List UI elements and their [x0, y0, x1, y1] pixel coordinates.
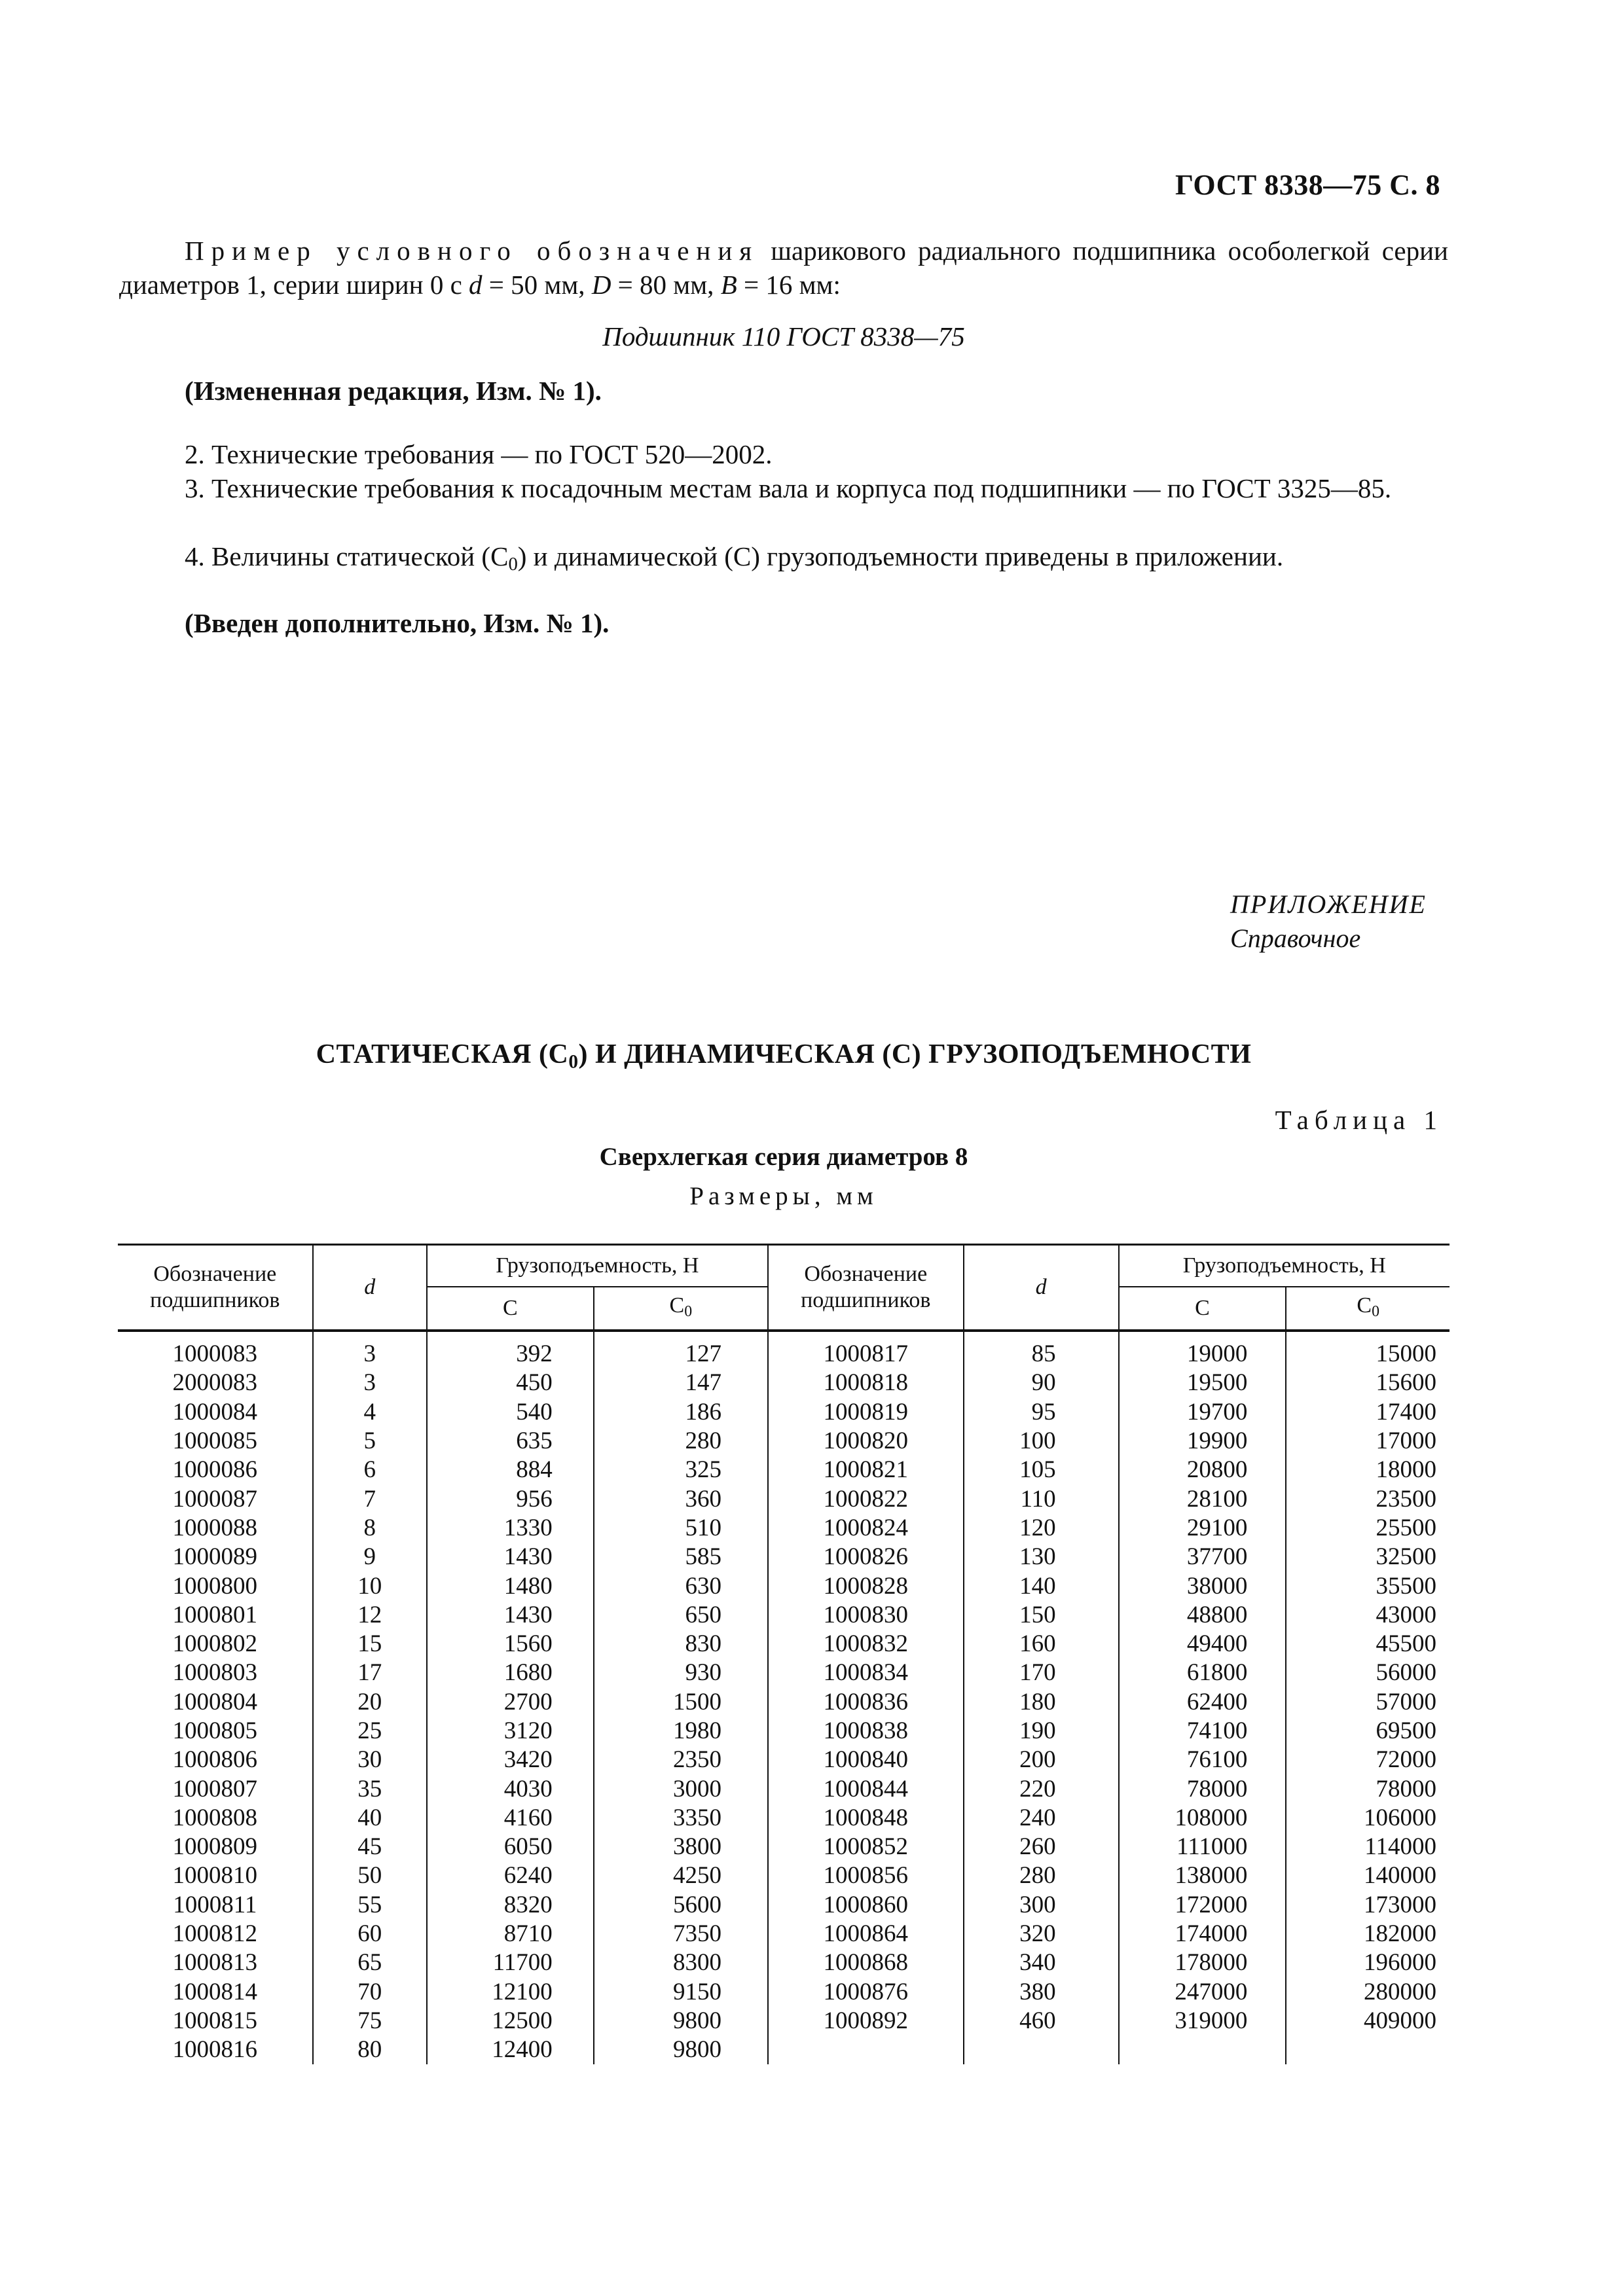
big-d-symbol: D — [591, 270, 611, 300]
cell-right-designation: 1000836 — [768, 1688, 964, 1717]
cell-right-designation: 1000860 — [768, 1891, 964, 1920]
cell-right-c0: 15000 — [1286, 1331, 1450, 1369]
table-body — [118, 1331, 1450, 2064]
header-d-left — [313, 1245, 427, 1331]
cell-left-designation: 1000815 — [172, 2007, 258, 2034]
cell-left-c: 8710 — [427, 1920, 594, 1948]
cell-left-c: 1560 — [427, 1630, 594, 1659]
table-row — [118, 1746, 1450, 1774]
cell-right-c: 19700 — [1119, 1398, 1286, 1427]
cell-left-d: 3 — [313, 1369, 427, 1397]
b-symbol: B — [720, 270, 737, 300]
cell-right-c: 174000 — [1119, 1920, 1286, 1948]
d-symbol: d — [469, 270, 483, 300]
cell-right-c: 62400 — [1119, 1688, 1286, 1717]
big-d-value: = 80 мм, — [611, 270, 721, 300]
cell-left-c0: 127 — [594, 1331, 768, 1369]
cell-right-c0: 35500 — [1286, 1571, 1450, 1600]
table-header — [118, 1245, 1450, 1331]
cell-left-d: 75 — [313, 2007, 427, 2036]
cell-left-c: 6050 — [427, 1833, 594, 1861]
cell-right-c: 19900 — [1119, 1427, 1286, 1456]
cell-left-designation: 1000811 — [173, 1891, 257, 1918]
cell-left-designation: 1000802 — [172, 1630, 258, 1658]
cell-right-c0: 23500 — [1286, 1484, 1450, 1513]
table-row — [118, 1484, 1450, 1513]
example-text: шарикового радиального подшипника особолегкой серии диаметров 1, серии ширин 0 с — [119, 236, 1448, 300]
header-d-left-text: d — [364, 1275, 376, 1299]
table-row — [118, 1948, 1450, 1977]
cell-right-designation: 1000824 — [768, 1514, 964, 1543]
cell-left-c0: 3000 — [594, 1774, 768, 1803]
cell-left-c0: 280 — [594, 1427, 768, 1456]
cell-right-c: 319000 — [1119, 2007, 1286, 2036]
cell-left-c: 450 — [427, 1369, 594, 1397]
cell-left-c0: 2350 — [594, 1746, 768, 1774]
cell-left-d: 50 — [313, 1861, 427, 1890]
cell-left-d: 30 — [313, 1746, 427, 1774]
cell-right-c: 76100 — [1119, 1746, 1286, 1774]
cell-left-c0: 930 — [594, 1659, 768, 1687]
header-c0-left-sub: 0 — [684, 1302, 693, 1320]
cell-left-c: 1680 — [427, 1659, 594, 1687]
cell-right-c: 178000 — [1119, 1948, 1286, 1977]
cell-right-c0: 114000 — [1286, 1833, 1450, 1861]
cell-right-designation: 1000826 — [768, 1543, 964, 1571]
header-designation-right: Обозначение подшипников — [768, 1245, 964, 1331]
cell-right-d: 180 — [964, 1688, 1119, 1717]
table-row — [118, 1601, 1450, 1630]
cell-right-c0: 106000 — [1286, 1804, 1450, 1833]
cell-right-designation: 1000820 — [768, 1427, 964, 1456]
header-c-left: С — [427, 1287, 594, 1331]
table-row — [118, 1630, 1450, 1659]
series-title: Сверхлегкая серия диаметров 8 — [599, 1143, 968, 1171]
cell-left-c0: 3800 — [594, 1833, 768, 1861]
cell-left-c0: 9150 — [594, 1978, 768, 2007]
cell-right-c0: 17000 — [1286, 1427, 1450, 1456]
page-header: ГОСТ 8338—75 С. 8 — [1175, 169, 1440, 201]
cell-right-c0: 32500 — [1286, 1543, 1450, 1571]
cell-right-d: 300 — [964, 1891, 1119, 1920]
cell-left-c0: 4250 — [594, 1861, 768, 1890]
cell-right-d: 380 — [964, 1978, 1119, 2007]
cell-right-c0: 72000 — [1286, 1746, 1450, 1774]
cell-right-c: 138000 — [1119, 1861, 1286, 1890]
example-designation: Подшипник 110 ГОСТ 8338—75 — [602, 321, 965, 351]
cell-left-d: 70 — [313, 1978, 427, 2007]
cell-right-d: 95 — [964, 1398, 1119, 1427]
cell-left-d: 55 — [313, 1891, 427, 1920]
cell-right-c0: 18000 — [1286, 1456, 1450, 1484]
cell-left-c: 8320 — [427, 1891, 594, 1920]
header-c0-right — [1286, 1287, 1450, 1331]
load-capacity-table — [118, 1244, 1450, 2064]
added-note: (Введен дополнительно, Изм. № 1). — [185, 608, 610, 638]
cell-right-designation: 1000892 — [768, 2007, 964, 2036]
cell-right-d: 260 — [964, 1833, 1119, 1861]
table-row — [118, 1861, 1450, 1890]
table-row — [118, 1543, 1450, 1571]
cell-left-c0: 360 — [594, 1484, 768, 1513]
cell-right-c: 29100 — [1119, 1514, 1286, 1543]
header-c0-right-sub: 0 — [1372, 1302, 1379, 1320]
cell-left-d: 60 — [313, 1920, 427, 1948]
cell-right-designation: 1000818 — [768, 1369, 964, 1397]
cell-left-c0: 325 — [594, 1456, 768, 1484]
cell-right-designation: 1000868 — [768, 1948, 964, 1977]
appendix-title-sub: 0 — [568, 1051, 579, 1073]
cell-left-designation: 1000807 — [172, 1775, 258, 1803]
table-row — [118, 1833, 1450, 1861]
cell-left-d: 6 — [313, 1456, 427, 1484]
appendix-title — [119, 1039, 1448, 1073]
cell-left-c0: 9800 — [594, 2036, 768, 2064]
cell-left-c: 3120 — [427, 1717, 594, 1746]
cell-left-d: 45 — [313, 1833, 427, 1861]
table-row — [118, 1717, 1450, 1746]
cell-right-d: 100 — [964, 1427, 1119, 1456]
cell-left-designation: 1000801 — [172, 1601, 258, 1628]
cell-left-d: 12 — [313, 1601, 427, 1630]
cell-left-designation: 2000083 — [172, 1369, 258, 1397]
table-row — [118, 1978, 1450, 2007]
cell-right-c0: 173000 — [1286, 1891, 1450, 1920]
cell-left-c: 1430 — [427, 1601, 594, 1630]
cell-left-c: 2700 — [427, 1688, 594, 1717]
cell-right-c0: 45500 — [1286, 1630, 1450, 1659]
cell-left-c: 1480 — [427, 1571, 594, 1600]
b-value: = 16 мм: — [737, 270, 841, 300]
cell-right-d: 90 — [964, 1369, 1119, 1397]
cell-right-designation: 1000852 — [768, 1833, 964, 1861]
cell-right-designation: 1000848 — [768, 1804, 964, 1833]
cell-right-designation: 1000821 — [768, 1456, 964, 1484]
cell-left-designation: 1000812 — [172, 1920, 258, 1948]
cell-right-c: 20800 — [1119, 1456, 1286, 1484]
cell-left-d: 20 — [313, 1688, 427, 1717]
cell-left-d: 25 — [313, 1717, 427, 1746]
cell-right-c0: 182000 — [1286, 1920, 1450, 1948]
cell-right-designation: 1000876 — [768, 1978, 964, 2007]
cell-right-c0: 17400 — [1286, 1398, 1450, 1427]
clause-4-sub: 0 — [508, 554, 518, 575]
cell-right-d: 460 — [964, 2007, 1119, 2036]
cell-left-designation: 1000805 — [172, 1717, 258, 1744]
cell-right-designation: 1000819 — [768, 1398, 964, 1427]
clause-4-b: ) и динамической (С) грузоподъемности приведены в приложении. — [517, 541, 1284, 571]
cell-right-c0: 25500 — [1286, 1514, 1450, 1543]
cell-left-d: 10 — [313, 1571, 427, 1600]
cell-left-designation: 1000816 — [172, 2036, 258, 2064]
cell-right-c0: 280000 — [1286, 1978, 1450, 2007]
appendix-kind: Справочное — [1230, 924, 1361, 953]
cell-right-designation: 1000838 — [768, 1717, 964, 1746]
header-load-right: Грузоподъемность, Н — [1119, 1245, 1450, 1287]
cell-right-c: 61800 — [1119, 1659, 1286, 1687]
cell-right-d: 200 — [964, 1746, 1119, 1774]
cell-left-designation: 1000804 — [172, 1688, 258, 1715]
cell-left-c: 884 — [427, 1456, 594, 1484]
cell-left-designation: 1000088 — [172, 1514, 258, 1541]
cell-right-d: 220 — [964, 1774, 1119, 1803]
cell-left-c0: 5600 — [594, 1891, 768, 1920]
header-designation-left: Обозначение подшипников — [118, 1245, 313, 1331]
clause-4-a: 4. Величины статической (С — [185, 541, 509, 571]
cell-left-c0: 7350 — [594, 1920, 768, 1948]
cell-left-d: 7 — [313, 1484, 427, 1513]
cell-right-d: 190 — [964, 1717, 1119, 1746]
cell-right-d: 110 — [964, 1484, 1119, 1513]
cell-right-c: 108000 — [1119, 1804, 1286, 1833]
cell-right-c0: 69500 — [1286, 1717, 1450, 1746]
cell-right-c: 172000 — [1119, 1891, 1286, 1920]
cell-right-d: 280 — [964, 1861, 1119, 1890]
cell-right-d: 150 — [964, 1601, 1119, 1630]
cell-right-c0: 196000 — [1286, 1948, 1450, 1977]
cell-left-c: 4030 — [427, 1774, 594, 1803]
cell-left-c0: 8300 — [594, 1948, 768, 1977]
cell-left-designation: 1000084 — [172, 1398, 258, 1426]
cell-left-c0: 1500 — [594, 1688, 768, 1717]
cell-left-designation: 1000083 — [172, 1340, 258, 1368]
cell-left-c: 12100 — [427, 1978, 594, 2007]
appendix-title-a: СТАТИЧЕСКАЯ (С — [316, 1039, 569, 1069]
appendix-label: ПРИЛОЖЕНИЕ — [1230, 889, 1427, 919]
cell-right-designation: 1000822 — [768, 1484, 964, 1513]
cell-left-c: 1430 — [427, 1543, 594, 1571]
table-row — [118, 1427, 1450, 1456]
cell-left-c: 6240 — [427, 1861, 594, 1890]
cell-right-designation — [768, 2036, 964, 2064]
cell-right-c: 28100 — [1119, 1484, 1286, 1513]
cell-right-c0: 409000 — [1286, 2007, 1450, 2036]
cell-left-c: 12400 — [427, 2036, 594, 2064]
cell-right-c: 247000 — [1119, 1978, 1286, 2007]
cell-left-c: 956 — [427, 1484, 594, 1513]
cell-left-c0: 630 — [594, 1571, 768, 1600]
cell-left-designation: 1000086 — [172, 1456, 258, 1484]
cell-right-d: 105 — [964, 1456, 1119, 1484]
header-d-right-text: d — [1035, 1275, 1047, 1299]
cell-right-c: 19000 — [1119, 1331, 1286, 1369]
header-c0-left — [594, 1287, 768, 1331]
cell-right-c: 38000 — [1119, 1571, 1286, 1600]
cell-right-designation: 1000817 — [768, 1331, 964, 1369]
cell-left-c0: 3350 — [594, 1804, 768, 1833]
cell-left-d: 9 — [313, 1543, 427, 1571]
cell-left-c0: 186 — [594, 1398, 768, 1427]
cell-right-designation: 1000828 — [768, 1571, 964, 1600]
cell-left-c0: 650 — [594, 1601, 768, 1630]
cell-right-c0 — [1286, 2036, 1450, 2064]
header-c0-left-base: С — [669, 1293, 685, 1318]
cell-right-d: 240 — [964, 1804, 1119, 1833]
cell-left-d: 8 — [313, 1514, 427, 1543]
cell-left-d: 40 — [313, 1804, 427, 1833]
cell-left-d: 35 — [313, 1774, 427, 1803]
cell-right-designation: 1000856 — [768, 1861, 964, 1890]
cell-left-designation: 1000808 — [172, 1804, 258, 1831]
cell-left-c0: 1980 — [594, 1717, 768, 1746]
header-d-right — [964, 1245, 1119, 1331]
cell-left-c: 3420 — [427, 1746, 594, 1774]
cell-right-designation: 1000840 — [768, 1746, 964, 1774]
cell-left-c: 11700 — [427, 1948, 594, 1977]
cell-left-c0: 585 — [594, 1543, 768, 1571]
cell-right-c: 19500 — [1119, 1369, 1286, 1397]
table-label: Таблица 1 — [1275, 1105, 1443, 1135]
table-row — [118, 1774, 1450, 1803]
cell-left-designation: 1000814 — [172, 1978, 258, 2005]
cell-left-designation: 1000810 — [172, 1862, 258, 1890]
cell-left-c: 1330 — [427, 1514, 594, 1543]
cell-right-c — [1119, 2036, 1286, 2064]
table-row — [118, 1369, 1450, 1397]
cell-right-d: 160 — [964, 1630, 1119, 1659]
cell-left-designation: 1000089 — [172, 1543, 258, 1571]
appendix-heading — [1230, 888, 1427, 956]
cell-right-d — [964, 2036, 1119, 2064]
appendix-title-b: ) И ДИНАМИЧЕСКАЯ (С) ГРУЗОПОДЪЕМНОСТИ — [578, 1039, 1252, 1069]
cell-right-c: 111000 — [1119, 1833, 1286, 1861]
table-row — [118, 1398, 1450, 1427]
cell-left-c: 12500 — [427, 2007, 594, 2036]
cell-left-d: 15 — [313, 1630, 427, 1659]
cell-right-d: 130 — [964, 1543, 1119, 1571]
cell-left-d: 4 — [313, 1398, 427, 1427]
cell-right-designation: 1000864 — [768, 1920, 964, 1948]
cell-right-c0: 56000 — [1286, 1659, 1450, 1687]
clause-4 — [119, 539, 1448, 581]
cell-left-designation: 1000087 — [172, 1485, 258, 1513]
table-row — [118, 1804, 1450, 1833]
cell-right-d: 140 — [964, 1571, 1119, 1600]
header-load-left: Грузоподъемность, Н — [427, 1245, 768, 1287]
revision-note: (Измененная редакция, Изм. № 1). — [185, 376, 602, 406]
table-row — [118, 1920, 1450, 1948]
cell-left-designation: 1000803 — [172, 1659, 258, 1687]
cell-left-designation: 1000813 — [172, 1949, 258, 1977]
cell-right-c0: 57000 — [1286, 1688, 1450, 1717]
clause-2: 2. Технические требования — по ГОСТ 520—2002. — [185, 439, 773, 469]
cell-right-c0: 140000 — [1286, 1861, 1450, 1890]
units-label: Размеры, мм — [689, 1182, 878, 1210]
example-lead: Пример условного обозначения — [185, 236, 759, 266]
table-row — [118, 1331, 1450, 1369]
cell-right-c: 49400 — [1119, 1630, 1286, 1659]
table-row — [118, 2007, 1450, 2036]
cell-left-d: 3 — [313, 1331, 427, 1369]
cell-left-c0: 9800 — [594, 2007, 768, 2036]
cell-left-d: 17 — [313, 1659, 427, 1687]
table-row — [118, 1659, 1450, 1687]
cell-right-designation: 1000830 — [768, 1601, 964, 1630]
cell-left-c: 392 — [427, 1331, 594, 1369]
cell-right-d: 320 — [964, 1920, 1119, 1948]
cell-right-c0: 43000 — [1286, 1601, 1450, 1630]
cell-left-c: 635 — [427, 1427, 594, 1456]
table-row — [118, 1891, 1450, 1920]
cell-right-designation: 1000844 — [768, 1774, 964, 1803]
cell-right-c0: 78000 — [1286, 1774, 1450, 1803]
cell-right-c: 74100 — [1119, 1717, 1286, 1746]
cell-left-d: 65 — [313, 1948, 427, 1977]
cell-left-designation: 1000806 — [172, 1746, 258, 1774]
cell-left-c0: 147 — [594, 1369, 768, 1397]
cell-right-d: 170 — [964, 1659, 1119, 1687]
cell-left-c0: 830 — [594, 1630, 768, 1659]
cell-right-d: 340 — [964, 1948, 1119, 1977]
d-value: = 50 мм, — [482, 270, 592, 300]
cell-right-c: 78000 — [1119, 1774, 1286, 1803]
cell-right-d: 85 — [964, 1331, 1119, 1369]
cell-left-designation: 1000809 — [172, 1833, 258, 1861]
clause-3: 3. Технические требования к посадочным местам вала и корпуса под подшипники — по ГОСТ 3325—85. — [185, 473, 1392, 503]
cell-left-d: 5 — [313, 1427, 427, 1456]
cell-left-designation: 1000800 — [172, 1572, 258, 1600]
cell-left-c: 4160 — [427, 1804, 594, 1833]
table-row — [118, 1688, 1450, 1717]
example-paragraph — [119, 234, 1448, 302]
header-c0-right-base: С — [1357, 1293, 1372, 1318]
table-row — [118, 2036, 1450, 2064]
cell-right-d: 120 — [964, 1514, 1119, 1543]
cell-left-c0: 510 — [594, 1514, 768, 1543]
cell-left-d: 80 — [313, 2036, 427, 2064]
header-c-right: С — [1119, 1287, 1286, 1331]
cell-left-designation: 1000085 — [172, 1427, 258, 1455]
table-row — [118, 1514, 1450, 1543]
cell-right-designation: 1000834 — [768, 1659, 964, 1687]
table-row — [118, 1571, 1450, 1600]
cell-right-c: 37700 — [1119, 1543, 1286, 1571]
cell-right-c: 48800 — [1119, 1601, 1286, 1630]
cell-right-designation: 1000832 — [768, 1630, 964, 1659]
cell-left-c: 540 — [427, 1398, 594, 1427]
table-row — [118, 1456, 1450, 1484]
cell-right-c0: 15600 — [1286, 1369, 1450, 1397]
